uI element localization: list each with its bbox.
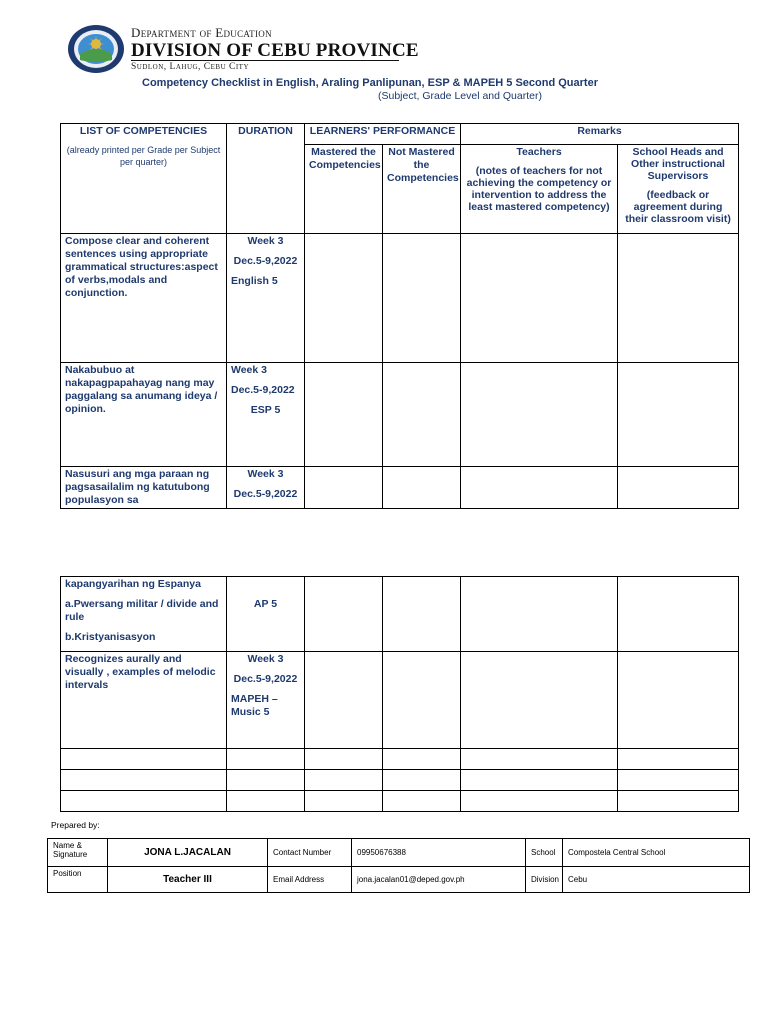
duration-subject: AP 5 (253, 598, 278, 610)
email-value: jona.jacalan01@deped.gov.ph (352, 867, 526, 893)
heads-cell (618, 652, 739, 749)
heads-cell (618, 577, 739, 652)
division-value: Cebu (563, 867, 750, 893)
division-seal-logo (66, 24, 126, 74)
duration-dates: Dec.5-9,2022 (233, 488, 298, 500)
duration-cell (227, 363, 305, 467)
competency-table-page2 (60, 576, 739, 812)
mastered-cell (305, 234, 383, 363)
mastered-cell (305, 467, 383, 509)
school-label: School (526, 839, 563, 867)
duration-subject: MAPEH – Music 5 (231, 693, 278, 718)
competency-line: b.Kristyanisasyon (65, 631, 156, 643)
mastered-cell (305, 652, 383, 749)
division-address: Sudlon, Lahug, Cebu City (131, 62, 250, 72)
school-value: Compostela Central School (563, 839, 750, 867)
division-name: DIVISION OF CEBU PROVINCE (131, 40, 419, 61)
teachers-cell (461, 577, 618, 652)
duration-subject: English 5 (231, 275, 278, 287)
duration-cell (227, 467, 305, 509)
duration-cell (227, 234, 305, 363)
competency-cell: Nasusuri ang mga paraan ng pagsasailalim ng katutubong populasyon sa (61, 467, 227, 509)
competency-cell: Nakabubuo at nakapagpapahayag nang may paggalang sa anumang ideya / opinion. (61, 363, 227, 467)
duration-week: Week 3 (247, 235, 284, 247)
competency-line: a.Pwersang militar / divide and rule (65, 598, 219, 623)
mastered-cell (305, 363, 383, 467)
competencies-header-cell (61, 124, 227, 234)
not-mastered-cell (383, 363, 461, 467)
not-mastered-cell (383, 234, 461, 363)
heads-cell (618, 234, 739, 363)
contact-label: Contact Number (268, 839, 352, 867)
table-row (61, 652, 739, 749)
department-name: Department of Education (131, 25, 272, 40)
document-subtitle: (Subject, Grade Level and Quarter) (377, 90, 542, 102)
not-mastered-cell (383, 652, 461, 749)
mastered-header: Mastered the Competencies (305, 144, 383, 233)
heads-cell (618, 467, 739, 509)
competency-line: kapangyarihan ng Espanya (65, 578, 201, 590)
duration-cell (227, 652, 305, 749)
table-row (61, 363, 739, 467)
teachers-cell (461, 363, 618, 467)
competency-cell: Recognizes aurally and visually , examples of melodic intervals (61, 652, 227, 749)
prepared-by-label: Prepared by: (51, 820, 100, 830)
duration-week: Week 3 (231, 364, 267, 376)
table-header-row (61, 124, 739, 145)
duration-week: Week 3 (247, 653, 284, 665)
empty-row (61, 770, 739, 791)
duration-cell (227, 577, 305, 652)
email-label: Email Address (268, 867, 352, 893)
table-row (61, 467, 739, 509)
heads-cell (618, 363, 739, 467)
mastered-cell (305, 577, 383, 652)
competency-table-page1 (60, 123, 739, 509)
heads-header: School Heads and Other instructional Supervisors (631, 145, 725, 182)
signature-row-2 (48, 867, 750, 893)
not-mastered-cell (383, 577, 461, 652)
teachers-note: (notes of teachers for not achieving the competency or intervention to address the least mastered competency) (466, 164, 612, 213)
competency-cell (61, 577, 227, 652)
duration-dates: Dec.5-9,2022 (231, 384, 295, 396)
name-value: JONA L.JACALAN (108, 839, 268, 867)
empty-row (61, 791, 739, 812)
position-value: Teacher III (108, 867, 268, 893)
table-row (61, 234, 739, 363)
duration-dates: Dec.5-9,2022 (233, 255, 298, 267)
not-mastered-cell (383, 467, 461, 509)
signature-row-1 (48, 839, 750, 867)
teachers-cell (461, 467, 618, 509)
remarks-header: Remarks (461, 124, 739, 145)
name-label: Name & Signature (48, 839, 108, 867)
duration-header: DURATION (227, 124, 305, 234)
signature-table (47, 838, 750, 893)
not-mastered-header: Not Mastered the Competencies (383, 144, 461, 233)
table-row (61, 577, 739, 652)
contact-value: 09950676388 (352, 839, 526, 867)
teachers-cell (461, 234, 618, 363)
header-rule (131, 60, 399, 61)
heads-note: (feedback or agreement during their classroom visit) (625, 188, 731, 225)
competency-cell: Compose clear and coherent sentences using appropriate grammatical structures:aspect of verbs,modals and conjunction. (61, 234, 227, 363)
position-label: Position (48, 867, 108, 893)
teachers-header-cell (461, 144, 618, 233)
performance-header: LEARNERS' PERFORMANCE (305, 124, 461, 145)
teachers-header: Teachers (516, 145, 562, 158)
empty-row (61, 749, 739, 770)
heads-header-cell (618, 144, 739, 233)
division-label: Division (526, 867, 563, 893)
duration-week: Week 3 (247, 468, 284, 480)
document-title: Competency Checklist in English, Araling Panlipunan, ESP & MAPEH 5 Second Quarter (142, 77, 598, 89)
duration-subject: ESP 5 (250, 404, 281, 416)
teachers-cell (461, 652, 618, 749)
competencies-header: LIST OF COMPETENCIES (79, 125, 208, 137)
duration-dates: Dec.5-9,2022 (233, 673, 298, 685)
competencies-note: (already printed per Grade per Subject per quarter) (66, 145, 221, 167)
